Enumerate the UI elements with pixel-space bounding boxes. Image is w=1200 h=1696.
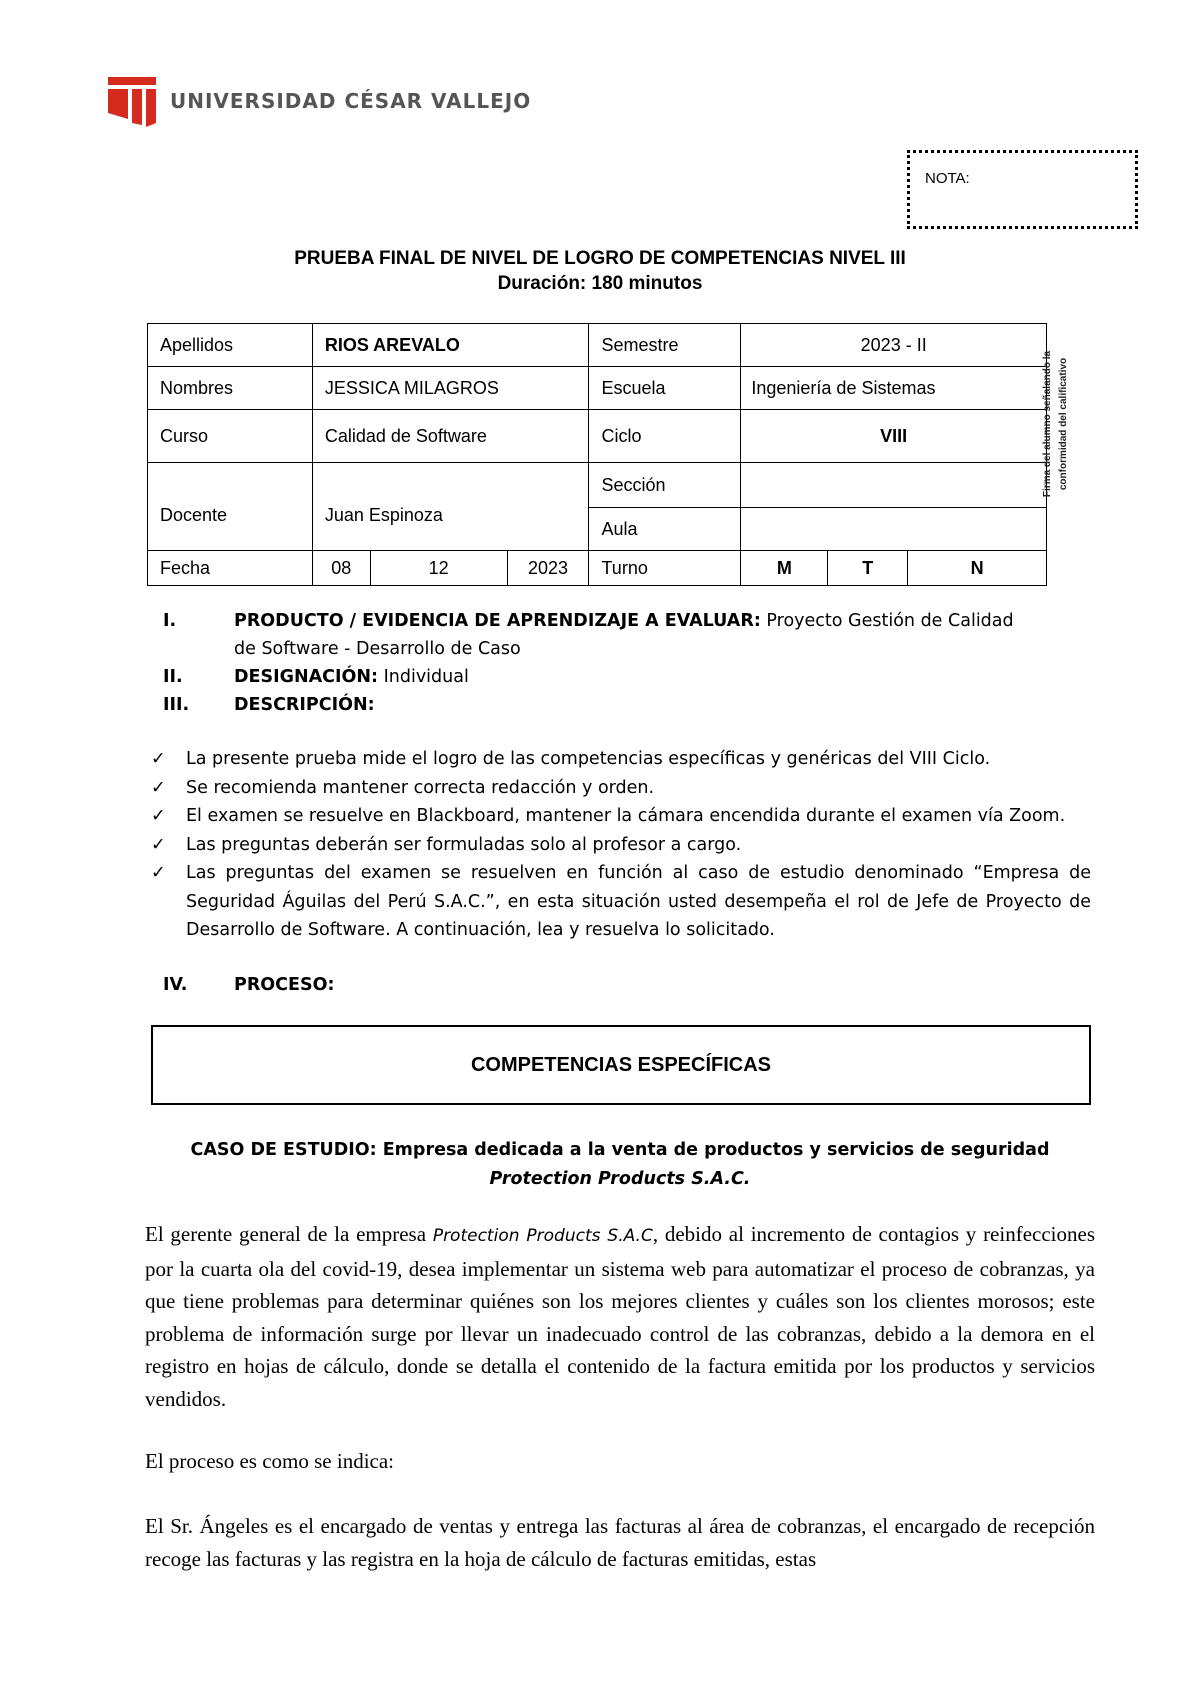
list-item: ✓ Las preguntas del examen se resuelven en función al caso de estudio denominado “Empresa de Seguridad Águilas del Perú S.A.C.”, en esta situación usted desempeña el rol de Jefe de Proyecto de Desarrollo de Software. A continuación, lea y resuelva lo solicitado. [151,859,1091,945]
university-logo [106,73,531,129]
escuela-label: Escuela [589,367,741,410]
apellidos-value: RIOS AREVALO [312,324,589,367]
list-item: ✓ El examen se resuelve en Blackboard, mantener la cámara encendida durante el examen vía Zoom. [151,802,1091,831]
section-i-value: Proyecto Gestión de Calidad de Software - Desarrollo de Caso [234,611,1014,659]
case-study-company: Protection Products S.A.C. [489,1169,751,1189]
turno-m: M [741,551,828,586]
docente-value: Juan Espinoza [312,463,589,551]
seccion-label: Sección [589,463,741,508]
list-item: ✓ Se recomienda mantener correcta redacción y orden. [151,774,1091,803]
section-ii-num: II. [163,667,183,687]
section-iii [163,691,1043,721]
fecha-dia: 08 [312,551,370,586]
fecha-mes: 12 [370,551,507,586]
paragraph-1: El gerente general de la empresa Protection Products S.A.C, debido al incremento de contagios y reinfecciones por la cuarta ola del covid-19, desea implementar un sistema web para automatizar el proceso de cobranzas, ya que tiene problemas para determinar quiénes son los mejores clientes y cuáles son los clientes morosos; este problema de información surge por llevar un inadecuado control de las cobranzas, debido a la demora en el registro en hojas de cálculo, donde se detalla el contenido de la factura emitida por los productos y servicios vendidos. [145,1222,1095,1411]
nombres-label: Nombres [148,367,313,410]
paragraph-2: El proceso es como se indica: [145,1449,395,1473]
list-item: ✓ La presente prueba mide el logro de las competencias específicas y genéricas del VIII Ciclo. [151,745,1091,774]
section-i-label: PRODUCTO / EVIDENCIA DE APRENDIZAJE A EVALUAR: [234,611,761,631]
section-iv [163,971,1043,1001]
section-i-num: I. [163,611,177,631]
seccion-value [741,463,1047,508]
ciclo-label: Ciclo [589,410,741,463]
logo-shield-icon [106,73,158,129]
signature-note: Firma del alumno señalando la conformidad del calificativo [1042,350,1069,498]
nombres-value: JESSICA MILAGROS [312,367,589,410]
curso-value: Calidad de Software [312,410,589,463]
aula-value [741,508,1047,551]
docente-label: Docente [148,463,313,551]
description-list [151,745,1091,945]
student-info-table [147,323,1047,586]
case-study-prefix: CASO DE ESTUDIO: Empresa dedicada a la venta de productos y servicios de seguridad [190,1140,1050,1160]
check-icon: ✓ [151,834,166,855]
section-iii-label: DESCRIPCIÓN: [234,695,375,715]
competencias-box [151,1025,1091,1105]
competencias-title: COMPETENCIAS ESPECÍFICAS [470,1053,772,1076]
apellidos-label: Apellidos [148,324,313,367]
section-ii-value: Individual [378,667,469,687]
grade-box [907,150,1138,229]
curso-label: Curso [148,410,313,463]
section-iv-label: PROCESO: [234,975,335,995]
exam-duration: Duración: 180 minutos [497,273,703,294]
fecha-label: Fecha [148,551,313,586]
section-i [163,607,1043,667]
check-icon: ✓ [151,863,166,883]
list-item: ✓ Las preguntas deberán ser formuladas solo al profesor a cargo. [151,831,1091,860]
section-ii-label: DESIGNACIÓN: [234,667,379,687]
semestre-label: Semestre [589,324,741,367]
grade-label: NOTA: [925,170,970,187]
section-iv-num: IV. [163,975,188,995]
turno-n: N [908,551,1047,586]
company-name: Protection Products S.A.C [432,1226,653,1246]
check-icon: ✓ [151,749,166,769]
fecha-anio: 2023 [507,551,589,586]
semestre-value: 2023 - II [741,324,1047,367]
section-iii-num: III. [163,695,190,715]
check-icon: ✓ [151,806,166,826]
check-icon: ✓ [151,777,166,798]
aula-label: Aula [589,508,741,551]
turno-label: Turno [589,551,741,586]
escuela-value: Ingeniería de Sistemas [741,367,1047,410]
paragraph-3: El Sr. Ángeles es el encargado de ventas y entrega las facturas al área de cobranzas, el encargado de recepción recoge las facturas y las registra en la hoja de cálculo de facturas emitidas, estas [145,1514,1095,1571]
turno-t: T [828,551,908,586]
section-ii [163,663,1043,693]
exam-title: PRUEBA FINAL DE NIVEL DE LOGRO DE COMPETENCIAS NIVEL III [294,248,906,269]
case-study-title [150,1136,1090,1194]
university-name: UNIVERSIDAD CÉSAR VALLEJO [170,89,532,113]
ciclo-value: VIII [741,410,1047,463]
